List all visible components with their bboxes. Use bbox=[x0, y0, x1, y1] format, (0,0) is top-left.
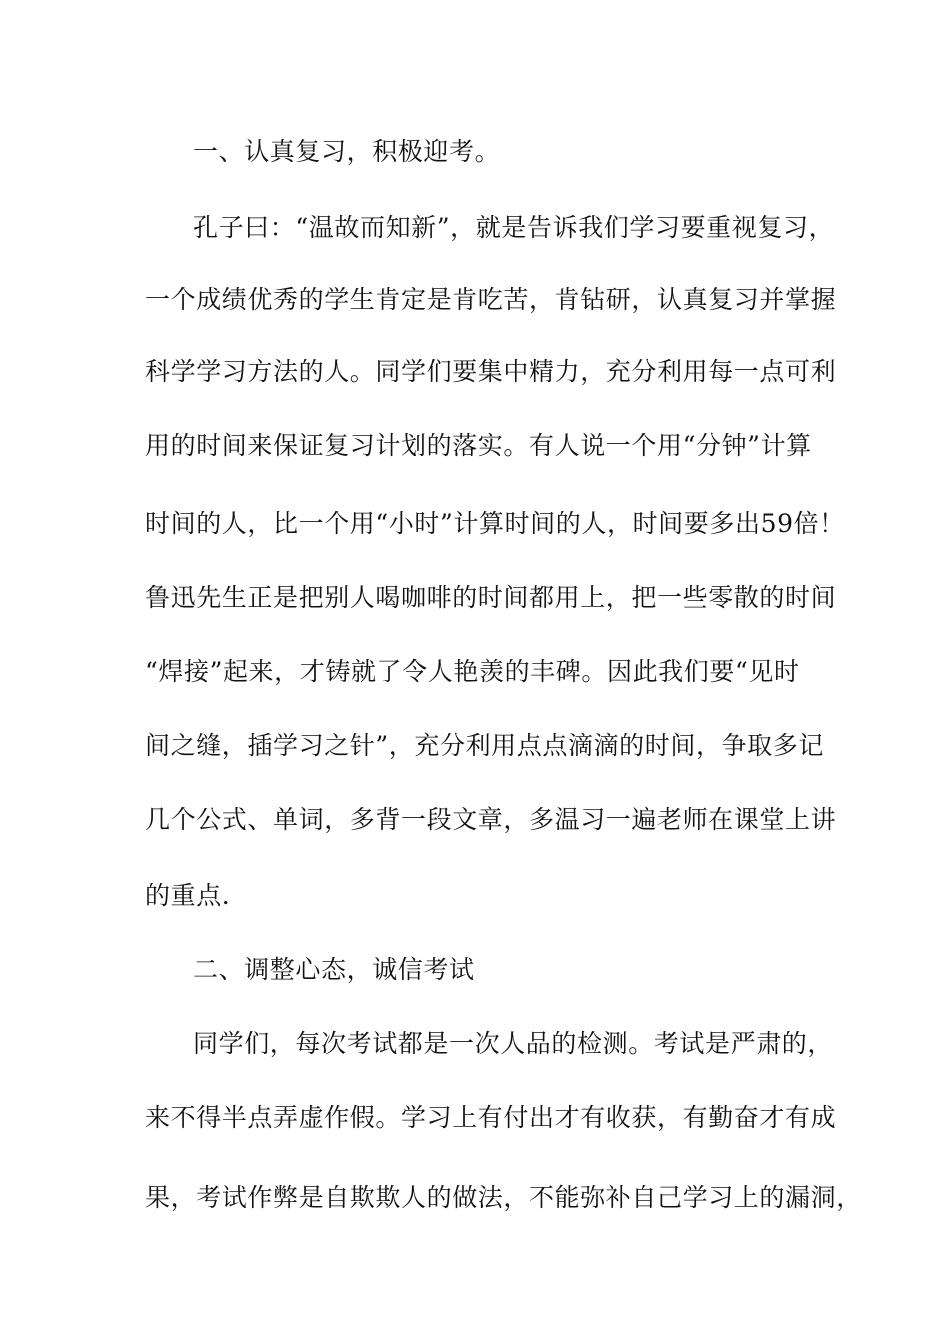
section-heading-1: 一、认真复习，积极迎考。 bbox=[193, 137, 501, 166]
paragraph-line: 果，考试作弊是自欺欺人的做法，不能弥补自己学习上的漏洞， bbox=[145, 1183, 862, 1212]
section-heading-2: 二、调整心态，诚信考试 bbox=[193, 955, 475, 984]
paragraph-line: 时间的人，比一个用“小时”计算时间的人，时间要多出59倍！ bbox=[145, 509, 845, 538]
paragraph-line: “焊接”起来，才铸就了令人艳羡的丰碑。因此我们要“见时 bbox=[145, 657, 800, 686]
paragraph-line: 一个成绩优秀的学生肯定是肯吃苦，肯钻研，认真复习并掌握 bbox=[145, 285, 837, 314]
paragraph-line: 鲁迅先生正是把别人喝咖啡的时间都用上，把一些零散的时间 bbox=[145, 583, 837, 612]
paragraph-line: 孔子曰：“温故而知新”，就是告诉我们学习要重视复习， bbox=[193, 213, 835, 242]
paragraph-line: 间之缝，插学习之针”，充分利用点点滴滴的时间，争取多记 bbox=[145, 731, 824, 760]
paragraph-line: 几个公式、单词，多背一段文章，多温习一遍老师在课堂上讲 bbox=[145, 805, 837, 834]
paragraph-line: 用的时间来保证复习计划的落实。有人说一个用“分钟”计算 bbox=[145, 431, 812, 460]
paragraph-line: 科学学习方法的人。同学们要集中精力，充分利用每一点可利 bbox=[145, 357, 837, 386]
paragraph-line: 来不得半点弄虚作假。学习上有付出才有收获，有勤奋才有成 bbox=[145, 1103, 837, 1132]
paragraph-line: 的重点. bbox=[145, 881, 231, 910]
paragraph-line: 同学们，每次考试都是一次人品的检测。考试是严肃的， bbox=[193, 1029, 834, 1058]
